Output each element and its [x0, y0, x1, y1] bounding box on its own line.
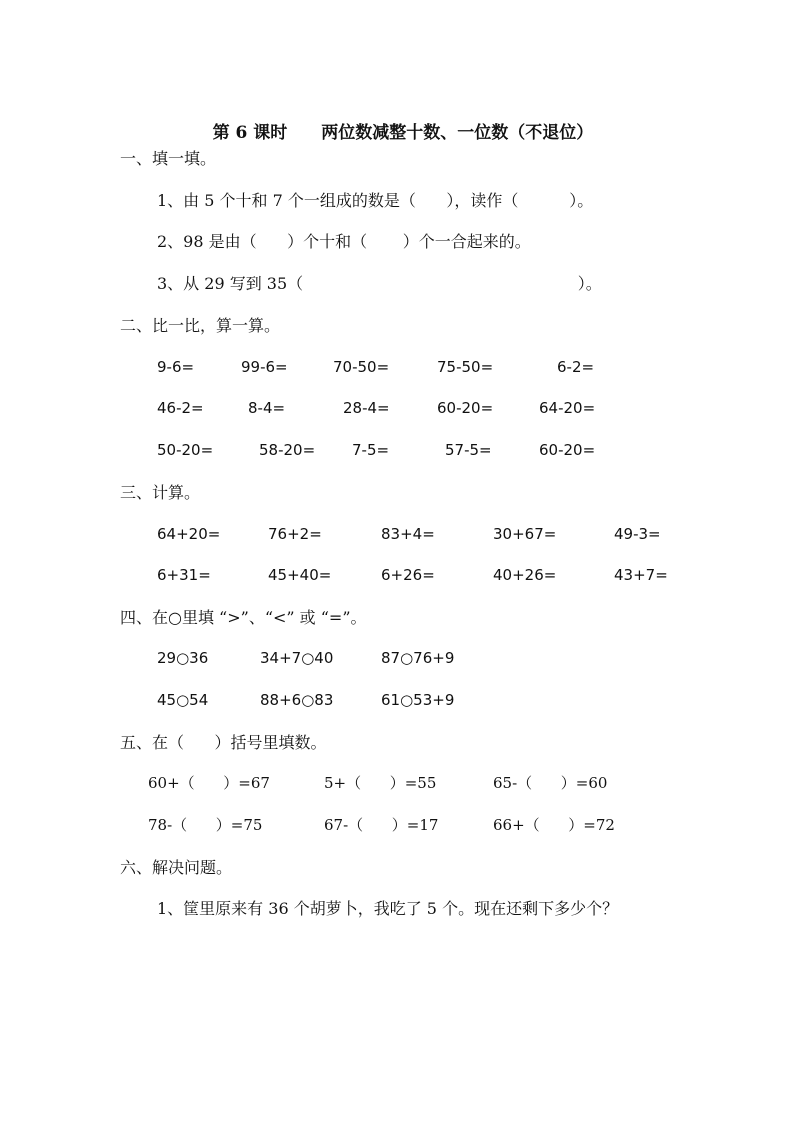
- lesson-topic: 两位数减整十数、一位数（不退位）: [321, 123, 594, 143]
- s3-cell: 76+2=: [268, 525, 322, 543]
- s3-cell: 6+26=: [381, 566, 435, 584]
- s2-cell: 60-20=: [437, 399, 494, 417]
- s2-cell: 64-20=: [539, 399, 596, 417]
- s2-cell: 50-20=: [157, 441, 214, 459]
- s2-cell: 58-20=: [259, 441, 316, 459]
- s3-cell: 64+20=: [157, 525, 221, 543]
- s3-cell: 43+7=: [614, 566, 668, 584]
- s3-cell: 30+67=: [493, 525, 557, 543]
- s4-cell: 29○36: [157, 649, 209, 667]
- section-6-heading: 六、解决问题。: [120, 858, 233, 877]
- s3-cell: 45+40=: [268, 566, 332, 584]
- s5-cell: 78-（ ）=75: [148, 816, 263, 834]
- section-3-heading: 三、计算。: [120, 483, 201, 502]
- s5-cell: 5+（ ）=55: [324, 774, 437, 792]
- s5-cell: 67-（ ）=17: [324, 816, 439, 834]
- s2-cell: 75-50=: [437, 358, 494, 376]
- s2-cell: 60-20=: [539, 441, 596, 459]
- s4-cell: 34+7○40: [260, 649, 334, 667]
- s3-cell: 40+26=: [493, 566, 557, 584]
- s2-cell: 99-6=: [241, 358, 288, 376]
- s2-cell: 70-50=: [333, 358, 390, 376]
- section-5-heading: 五、在（ ）括号里填数。: [120, 733, 327, 752]
- s5-cell: 60+（ ）=67: [148, 774, 270, 792]
- s2-cell: 7-5=: [352, 441, 390, 459]
- s3-cell: 6+31=: [157, 566, 211, 584]
- s2-cell: 8-4=: [248, 399, 286, 417]
- s6-question-1: 1、筐里原来有 36 个胡萝卜，我吃了 5 个。现在还剩下多少个？: [157, 899, 619, 918]
- s3-cell: 49-3=: [614, 525, 661, 543]
- s4-cell: 61○53+9: [381, 691, 455, 709]
- s5-cell: 66+（ ）=72: [493, 816, 615, 834]
- s1-question-2: 2、98 是由（ ）个十和（ ）个一合起来的。: [157, 232, 531, 251]
- s2-cell: 28-4=: [343, 399, 390, 417]
- s2-cell: 9-6=: [157, 358, 195, 376]
- s2-cell: 6-2=: [557, 358, 595, 376]
- s3-cell: 83+4=: [381, 525, 435, 543]
- page-title: [0, 108, 794, 142]
- section-4-heading: 四、在○里填 “>”、“<” 或 “=”。: [120, 608, 367, 627]
- s4-cell: 87○76+9: [381, 649, 455, 667]
- s1-question-1: 1、由 5 个十和 7 个一组成的数是（ ），读作（ ）。: [157, 191, 594, 210]
- s2-cell: 46-2=: [157, 399, 204, 417]
- s5-cell: 65-（ ）=60: [493, 774, 608, 792]
- s2-cell: 57-5=: [445, 441, 492, 459]
- lesson-number: 第 6 课时: [212, 123, 288, 143]
- section-2-heading: 二、比一比，算一算。: [120, 316, 281, 335]
- section-1-heading: 一、填一填。: [120, 149, 217, 168]
- s4-cell: 45○54: [157, 691, 209, 709]
- s1-question-3: 3、从 29 写到 35（ ）。: [157, 274, 602, 293]
- s4-cell: 88+6○83: [260, 691, 334, 709]
